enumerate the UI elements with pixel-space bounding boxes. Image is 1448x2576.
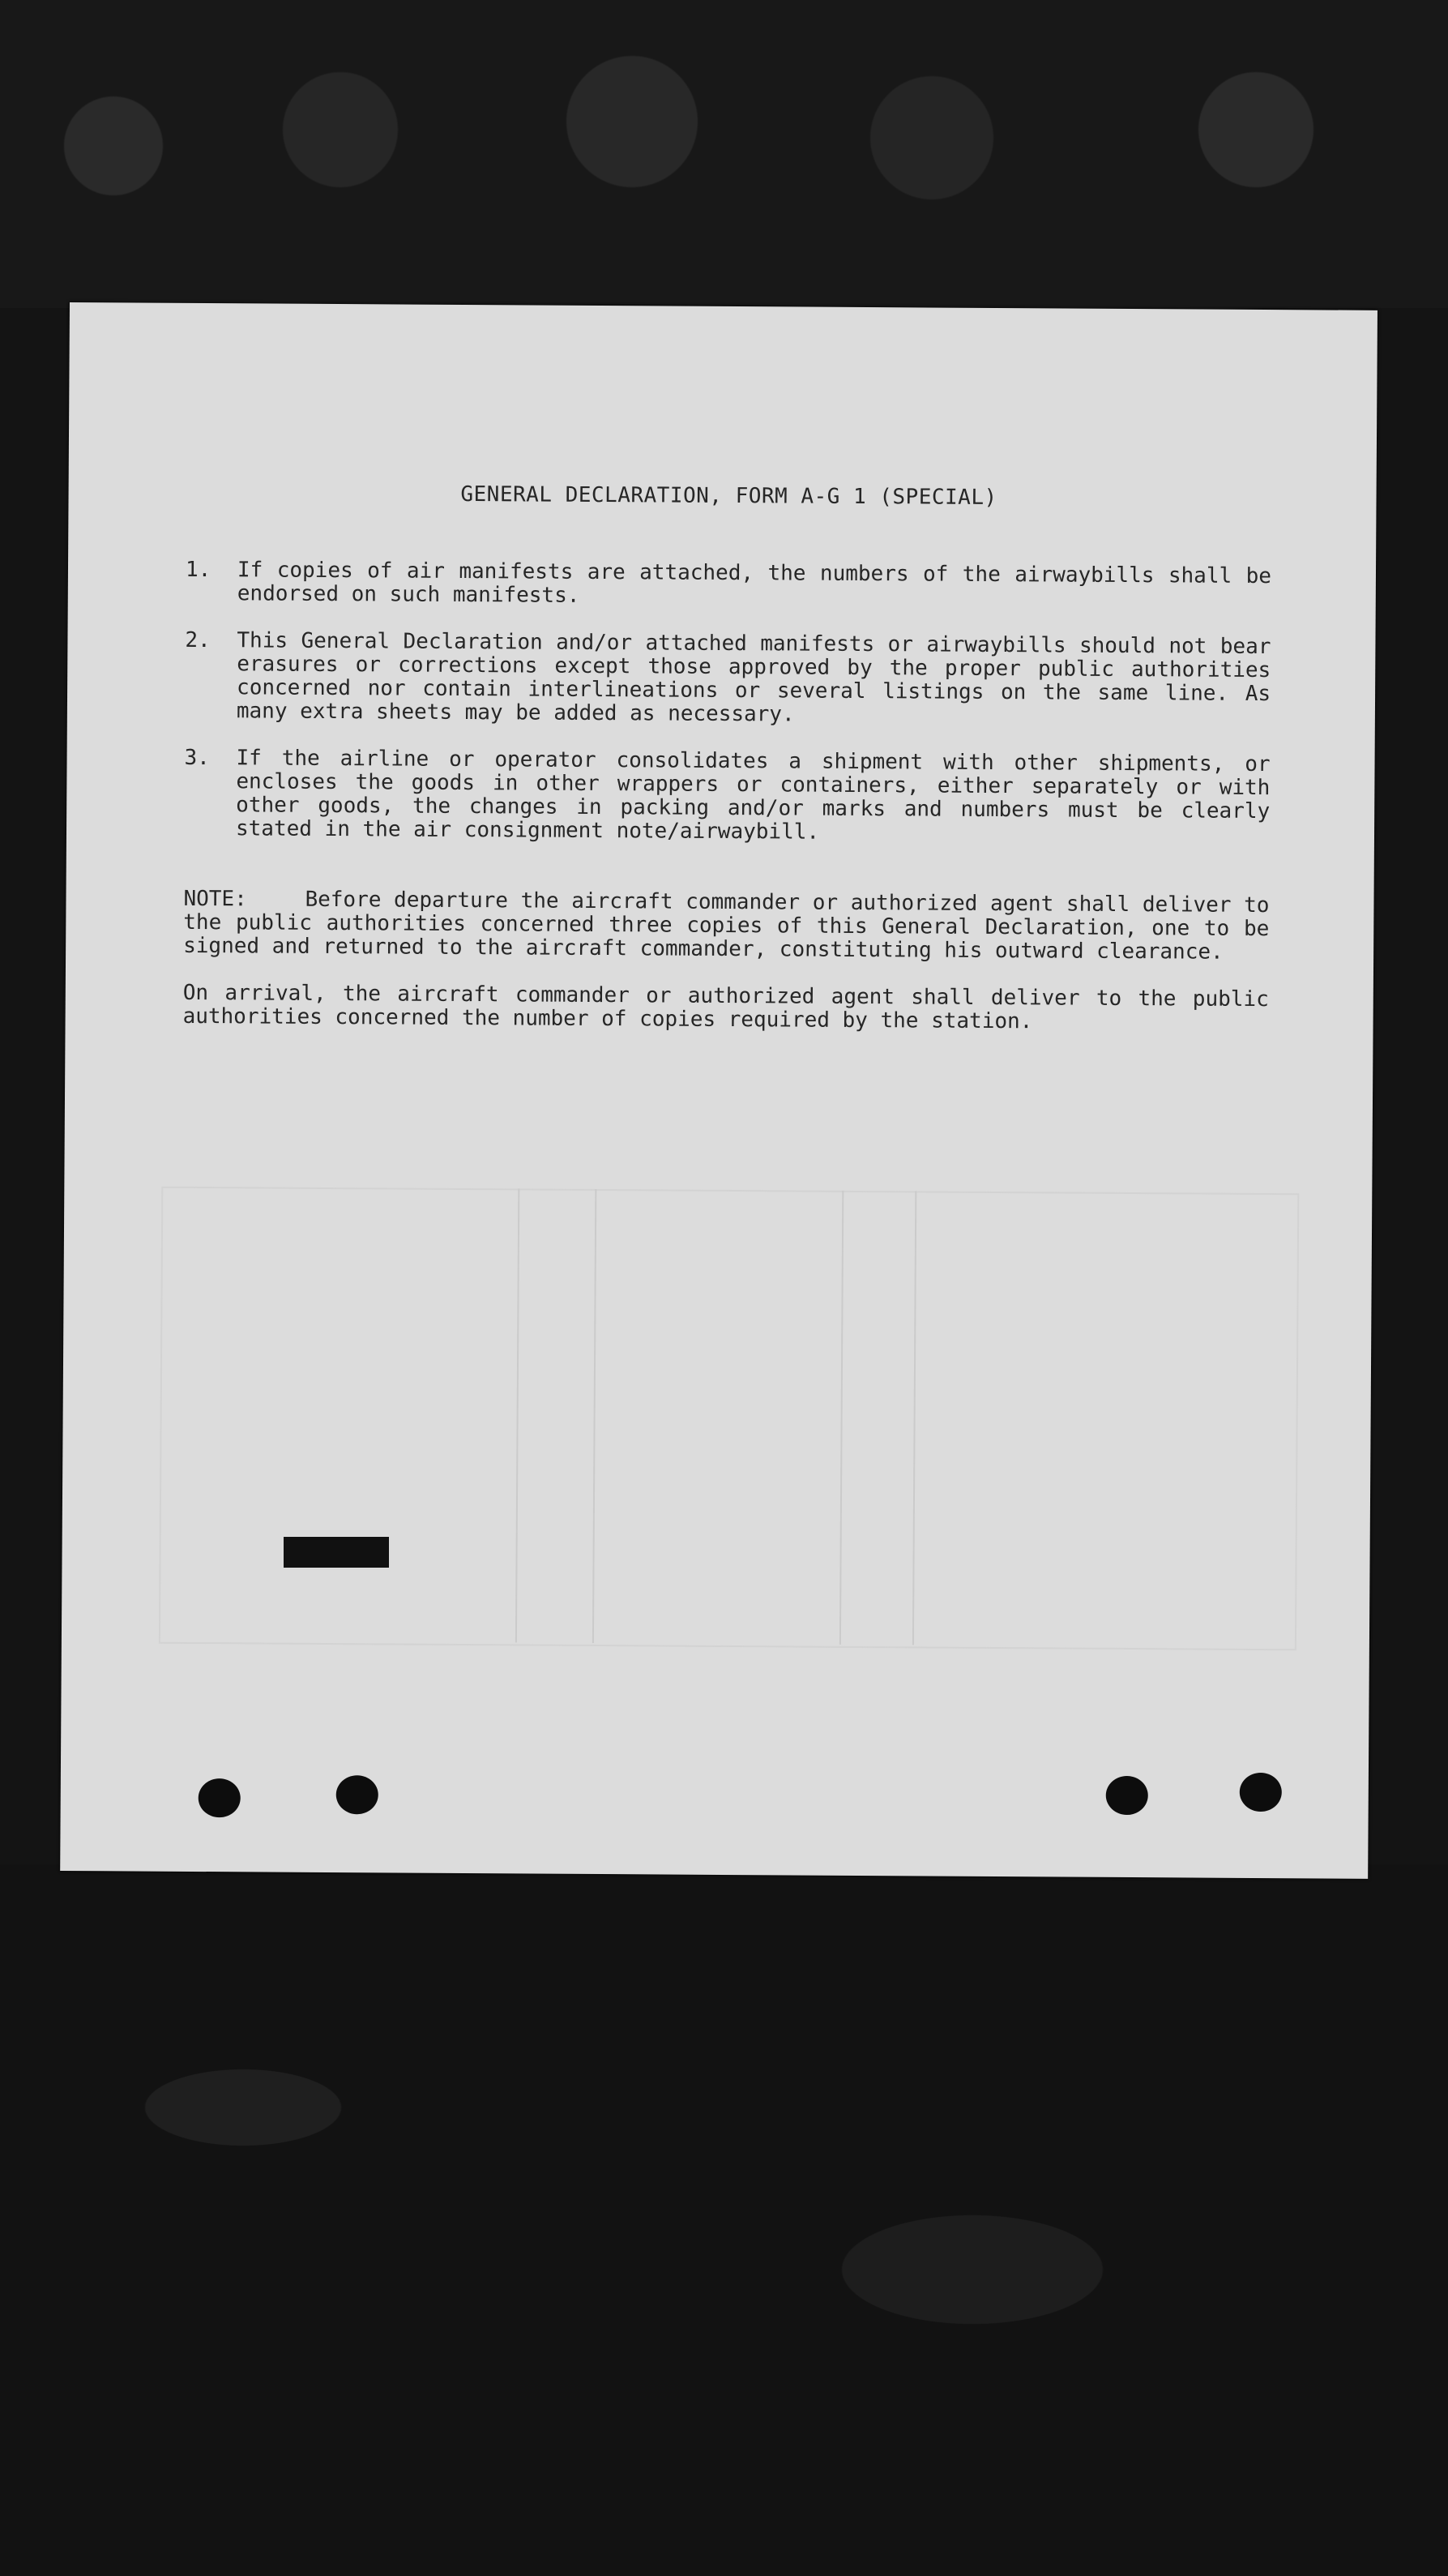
arrival-paragraph: On arrival, the aircraft commander or authorized agent shall deliver to the public authorities concerned the number of copies required by the station. (182, 980, 1269, 1034)
item-text: This General Declaration and/or attached manifests or airwaybills should not bear erasures or corrections except those approved by the proper public authorities concerned nor contain interlineations or several listings on the same line. As many extra sheets may be added as necessary. (236, 628, 1271, 727)
film-background-top (0, 0, 1448, 308)
declaration-text (183, 481, 1272, 1035)
item-number: 3. (184, 745, 210, 771)
document-page (60, 302, 1378, 1879)
note-text: Before departure the aircraft commander or authorized agent shall deliver to the public authorities concerned three copies of this General Declaration, one to be signed and returned to the aircraft commander, constituting his outward clearance. (183, 887, 1270, 965)
list-item (184, 747, 1271, 847)
film-background-bottom (0, 1864, 1448, 2576)
note-label: NOTE: (183, 886, 247, 912)
punch-hole (1240, 1773, 1282, 1812)
item-text: If copies of air manifests are attached, the numbers of the airwaybills shall be endorsed on such manifests. (237, 558, 1272, 608)
list-item (186, 558, 1271, 612)
list-item (185, 629, 1271, 730)
film-tab (284, 1537, 389, 1568)
item-number: 1. (185, 557, 211, 583)
punch-hole (1106, 1776, 1148, 1815)
bleed-through-table (159, 1187, 1299, 1651)
page-title: GENERAL DECLARATION, FORM A-G 1 (SPECIAL) (460, 481, 997, 510)
note-paragraph (183, 888, 1270, 965)
punch-hole (336, 1775, 378, 1814)
item-number: 2. (185, 627, 211, 653)
punch-hole (199, 1778, 241, 1817)
item-text: If the airline or operator consolidates a shipment with other shipments, or encloses the goods in other wrappers or containers, either separately or with other goods, the changes in packing and/or marks and numbers must be clearly stated in the air consignment note/airwaybill. (235, 746, 1271, 845)
